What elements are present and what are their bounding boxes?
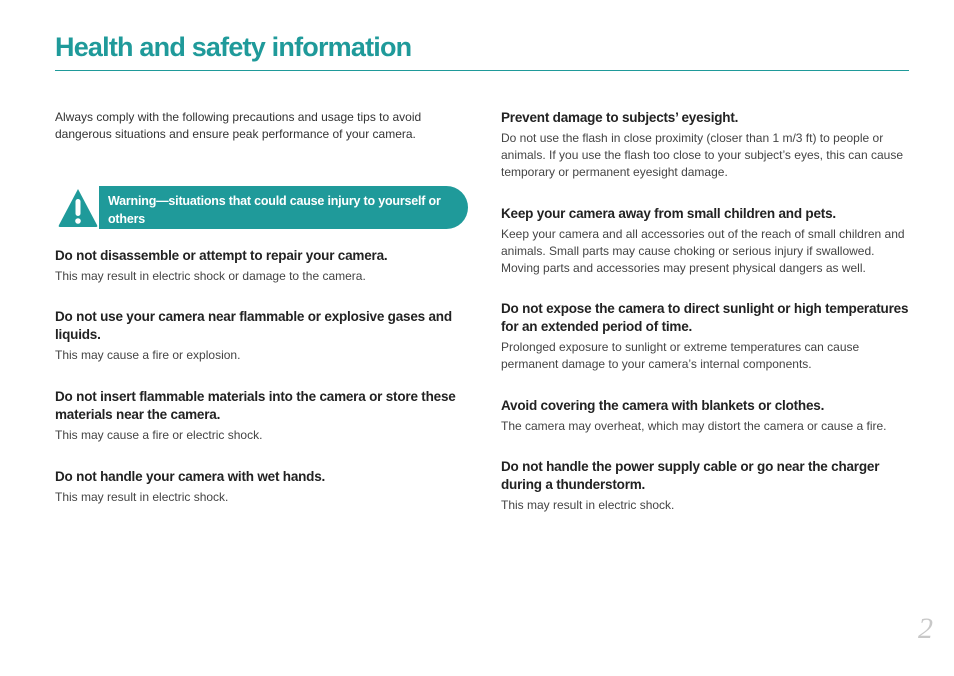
safety-item-body: This may cause a fire or electric shock. <box>55 428 263 442</box>
safety-item-heading: Avoid covering the camera with blankets or clothes. <box>501 398 825 413</box>
safety-item <box>55 247 465 285</box>
safety-item <box>501 458 911 514</box>
safety-item-heading: Do not insert flammable materials into the camera or store these materials near the camera. <box>55 389 456 422</box>
intro-block <box>55 109 465 143</box>
safety-item <box>501 300 911 373</box>
safety-item-body: This may result in electric shock. <box>55 490 229 504</box>
safety-item-body: This may result in electric shock. <box>501 498 675 512</box>
safety-item-heading: Do not handle your camera with wet hands. <box>55 469 326 484</box>
safety-item <box>55 308 465 364</box>
safety-item <box>501 109 911 181</box>
safety-item-body: The camera may overheat, which may distort the camera or cause a fire. <box>501 419 887 433</box>
safety-item <box>55 388 465 444</box>
safety-item-body: Do not use the flash in close proximity (closer than 1 m/3 ft) to people or animals. If you use the flash too close to your subject’s eyes, this can cause temporary or permanent eyesight damage. <box>501 131 903 179</box>
safety-item-heading: Do not expose the camera to direct sunlight or high temperatures for an extended period of time. <box>501 301 909 334</box>
safety-item-heading: Prevent damage to subjects’ eyesight. <box>501 110 739 125</box>
warning-banner <box>55 186 468 229</box>
page-number: 2 <box>918 612 933 645</box>
safety-item-body: This may cause a fire or explosion. <box>55 348 241 362</box>
safety-item <box>501 397 911 435</box>
intro-text: Always comply with the following precautions and usage tips to avoid dangerous situations and ensure peak performance of your camera. <box>55 110 422 141</box>
safety-item-heading: Do not use your camera near flammable or explosive gases and liquids. <box>55 309 452 342</box>
safety-item <box>55 468 465 506</box>
safety-item-body: Keep your camera and all accessories out of the reach of small children and animals. Small parts may cause choking or serious injury if swallowed. Moving parts and accessories may present physical dangers as well. <box>501 227 905 275</box>
safety-item <box>501 205 911 277</box>
page-title: Health and safety information <box>55 32 412 62</box>
safety-item-body: This may result in electric shock or damage to the camera. <box>55 269 366 283</box>
warning-triangle-icon <box>55 186 99 229</box>
safety-item-body: Prolonged exposure to sunlight or extreme temperatures can cause permanent damage to your camera’s internal components. <box>501 340 860 371</box>
safety-item-heading: Do not disassemble or attempt to repair your camera. <box>55 248 388 263</box>
warning-banner-text: Warning—situations that could cause injury to yourself or others <box>108 194 441 226</box>
safety-item-heading: Keep your camera away from small children and pets. <box>501 206 836 221</box>
safety-item-heading: Do not handle the power supply cable or go near the charger during a thunderstorm. <box>501 459 880 492</box>
title-divider <box>55 70 909 71</box>
